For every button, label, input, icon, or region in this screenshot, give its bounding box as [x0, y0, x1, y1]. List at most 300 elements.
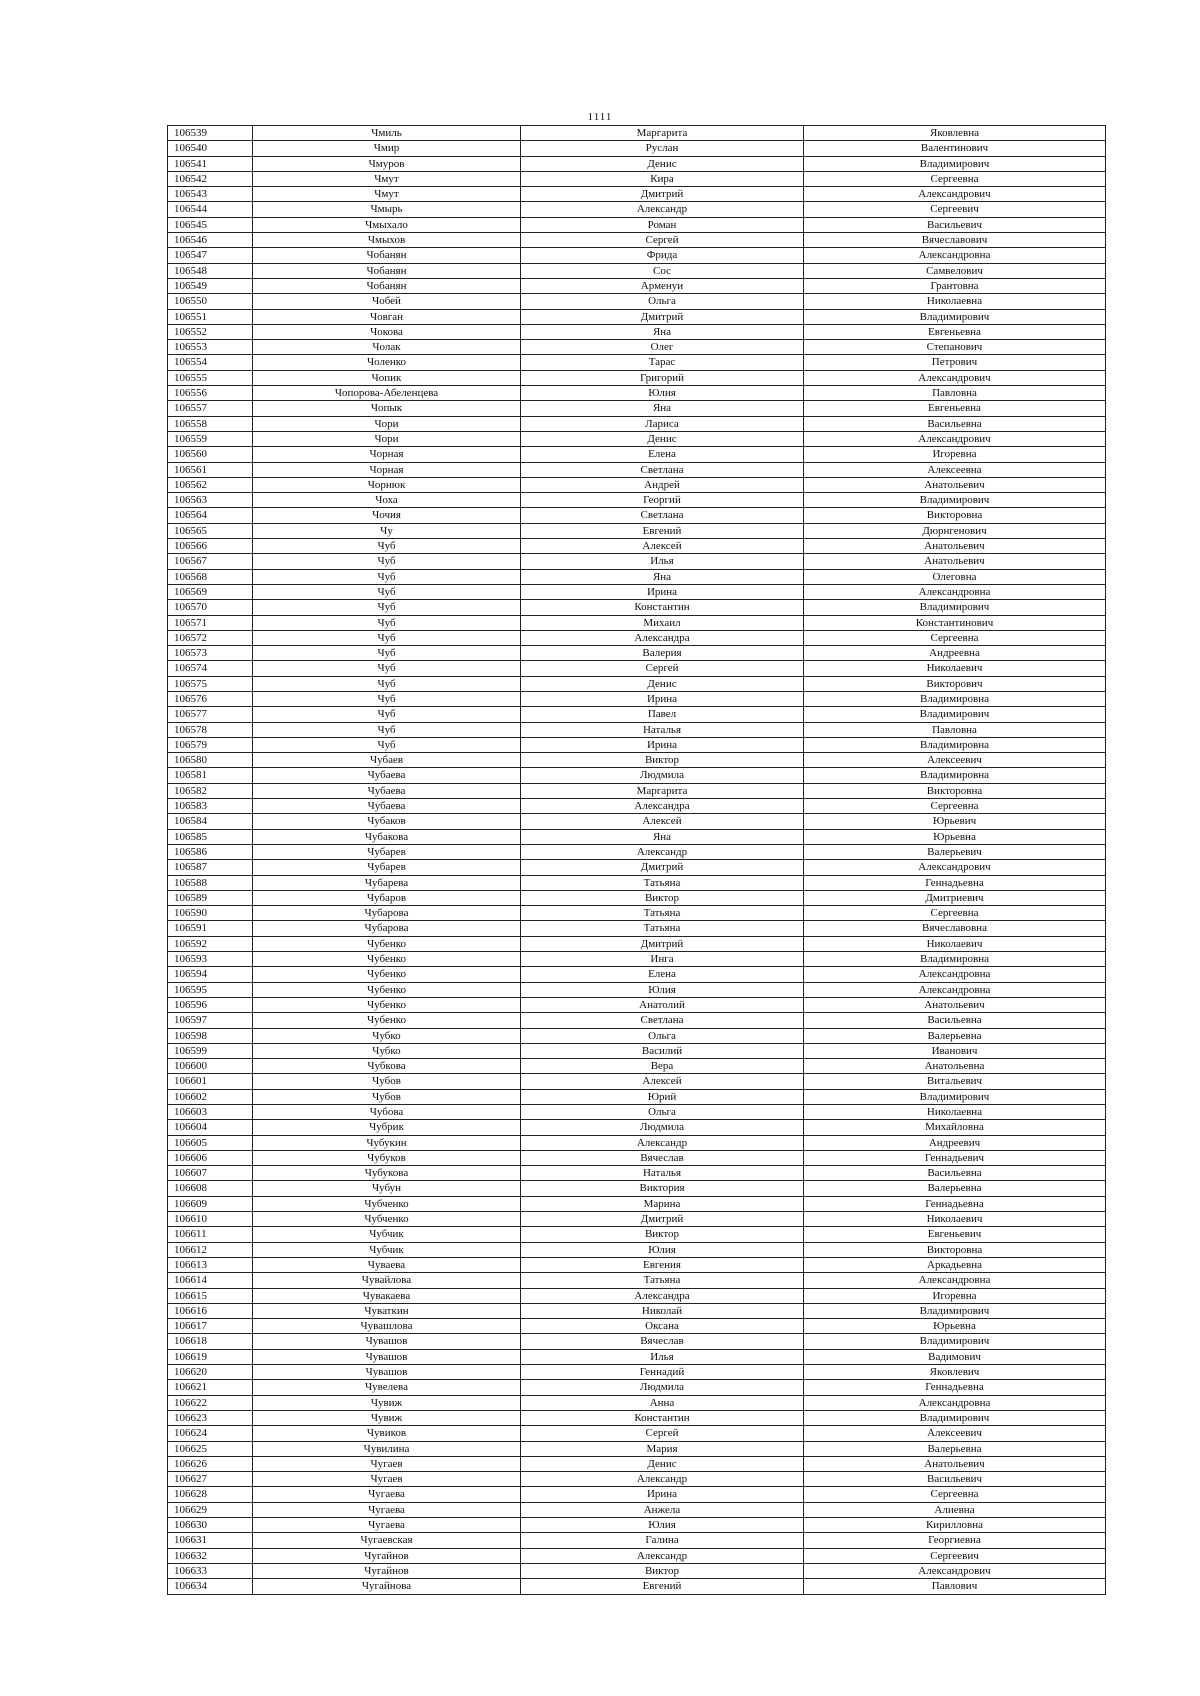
patronymic-cell: Александровна [804, 584, 1106, 599]
patronymic-cell: Игоревна [804, 447, 1106, 462]
surname-cell: Чувакаева [253, 1288, 521, 1303]
surname-cell: Чуб [253, 661, 521, 676]
patronymic-cell: Сергеевич [804, 1548, 1106, 1563]
patronymic-cell: Александровна [804, 1395, 1106, 1410]
record-number-cell: 106593 [168, 952, 253, 967]
surname-cell: Чугаева [253, 1502, 521, 1517]
surname-cell: Чугаев [253, 1456, 521, 1471]
table-row [168, 233, 1106, 248]
patronymic-cell: Викторовна [804, 1242, 1106, 1257]
patronymic-cell: Николаевна [804, 294, 1106, 309]
table-row [168, 1196, 1106, 1211]
table-row [168, 539, 1106, 554]
record-number-cell: 106564 [168, 508, 253, 523]
record-number-cell: 106624 [168, 1426, 253, 1441]
first-name-cell: Наталья [521, 1166, 804, 1181]
patronymic-cell: Владимировна [804, 952, 1106, 967]
table-row [168, 126, 1106, 141]
table-row [168, 324, 1106, 339]
record-number-cell: 106567 [168, 554, 253, 569]
first-name-cell: Денис [521, 431, 804, 446]
patronymic-cell: Яковлевич [804, 1365, 1106, 1380]
surname-cell: Чмут [253, 187, 521, 202]
patronymic-cell: Евгеньевна [804, 401, 1106, 416]
first-name-cell: Светлана [521, 462, 804, 477]
table-row [168, 936, 1106, 951]
page-number: 1111 [587, 111, 613, 123]
first-name-cell: Татьяна [521, 906, 804, 921]
patronymic-cell: Сергеевна [804, 630, 1106, 645]
first-name-cell: Александра [521, 630, 804, 645]
patronymic-cell: Сергеевич [804, 202, 1106, 217]
first-name-cell: Денис [521, 156, 804, 171]
table-row [168, 1028, 1106, 1043]
record-number-cell: 106613 [168, 1257, 253, 1272]
table-row [168, 1074, 1106, 1089]
surname-cell: Чубченко [253, 1212, 521, 1227]
patronymic-cell: Аркадьевна [804, 1257, 1106, 1272]
patronymic-cell: Васильевич [804, 1472, 1106, 1487]
record-number-cell: 106601 [168, 1074, 253, 1089]
patronymic-cell: Алексеевич [804, 1426, 1106, 1441]
patronymic-cell: Александровна [804, 982, 1106, 997]
table-row [168, 600, 1106, 615]
record-number-cell: 106572 [168, 630, 253, 645]
table-row [168, 355, 1106, 370]
surname-cell: Чубун [253, 1181, 521, 1196]
patronymic-cell: Алексеевич [804, 753, 1106, 768]
surname-cell: Чуб [253, 615, 521, 630]
surname-cell: Чуб [253, 707, 521, 722]
patronymic-cell: Владимирович [804, 156, 1106, 171]
record-number-cell: 106568 [168, 569, 253, 584]
record-number-cell: 106548 [168, 263, 253, 278]
first-name-cell: Елена [521, 447, 804, 462]
surname-cell: Чубко [253, 1043, 521, 1058]
first-name-cell: Денис [521, 1456, 804, 1471]
record-number-cell: 106628 [168, 1487, 253, 1502]
table-row [168, 1563, 1106, 1578]
record-number-cell: 106571 [168, 615, 253, 630]
patronymic-cell: Юрьевна [804, 829, 1106, 844]
table-row [168, 1319, 1106, 1334]
patronymic-cell: Владимирович [804, 1089, 1106, 1104]
first-name-cell: Ирина [521, 691, 804, 706]
table-row [168, 1410, 1106, 1425]
table-row [168, 952, 1106, 967]
table-row [168, 1334, 1106, 1349]
first-name-cell: Андрей [521, 477, 804, 492]
first-name-cell: Вячеслав [521, 1334, 804, 1349]
record-number-cell: 106549 [168, 278, 253, 293]
table-row [168, 691, 1106, 706]
record-number-cell: 106544 [168, 202, 253, 217]
record-number-cell: 106621 [168, 1380, 253, 1395]
patronymic-cell: Степанович [804, 340, 1106, 355]
surname-cell: Чопык [253, 401, 521, 416]
patronymic-cell: Юрьевна [804, 1319, 1106, 1334]
record-number-cell: 106554 [168, 355, 253, 370]
first-name-cell: Татьяна [521, 875, 804, 890]
table-row [168, 1273, 1106, 1288]
surname-cell: Чокова [253, 324, 521, 339]
patronymic-cell: Анатольевич [804, 554, 1106, 569]
patronymic-cell: Анатольевич [804, 997, 1106, 1012]
table-row [168, 187, 1106, 202]
first-name-cell: Алексей [521, 814, 804, 829]
record-number-cell: 106560 [168, 447, 253, 462]
table-row [168, 248, 1106, 263]
record-number-cell: 106581 [168, 768, 253, 783]
first-name-cell: Олег [521, 340, 804, 355]
patronymic-cell: Яковлевна [804, 126, 1106, 141]
surname-cell: Чубенко [253, 997, 521, 1012]
patronymic-cell: Евгеньевна [804, 324, 1106, 339]
table-row [168, 1441, 1106, 1456]
table-row [168, 1288, 1106, 1303]
surname-cell: Чугаев [253, 1472, 521, 1487]
surname-cell: Чубукова [253, 1166, 521, 1181]
record-number-cell: 106634 [168, 1579, 253, 1594]
first-name-cell: Вера [521, 1059, 804, 1074]
record-number-cell: 106618 [168, 1334, 253, 1349]
record-number-cell: 106631 [168, 1533, 253, 1548]
patronymic-cell: Георгиевна [804, 1533, 1106, 1548]
table-row [168, 921, 1106, 936]
surname-cell: Чуваткин [253, 1303, 521, 1318]
patronymic-cell: Анатольевич [804, 1456, 1106, 1471]
patronymic-cell: Николаевич [804, 661, 1106, 676]
surname-cell: Чу [253, 523, 521, 538]
record-number-cell: 106589 [168, 890, 253, 905]
table-row [168, 1257, 1106, 1272]
first-name-cell: Георгий [521, 493, 804, 508]
patronymic-cell: Витальевич [804, 1074, 1106, 1089]
surname-cell: Чопорова-Абеленцева [253, 386, 521, 401]
surname-cell: Чубарова [253, 921, 521, 936]
surname-cell: Чобанян [253, 248, 521, 263]
patronymic-cell: Николаевич [804, 1212, 1106, 1227]
record-number-cell: 106577 [168, 707, 253, 722]
record-number-cell: 106585 [168, 829, 253, 844]
patronymic-cell: Александровна [804, 1273, 1106, 1288]
surname-cell: Чолак [253, 340, 521, 355]
first-name-cell: Сергей [521, 233, 804, 248]
patronymic-cell: Владимировна [804, 737, 1106, 752]
patronymic-cell: Константинович [804, 615, 1106, 630]
table-row [168, 263, 1106, 278]
patronymic-cell: Геннадьевич [804, 1150, 1106, 1165]
surname-cell: Чувилина [253, 1441, 521, 1456]
record-number-cell: 106573 [168, 646, 253, 661]
record-number-cell: 106604 [168, 1120, 253, 1135]
patronymic-cell: Павловна [804, 386, 1106, 401]
first-name-cell: Дмитрий [521, 1212, 804, 1227]
first-name-cell: Ольга [521, 1028, 804, 1043]
surname-cell: Чубаева [253, 799, 521, 814]
surname-cell: Чуб [253, 600, 521, 615]
patronymic-cell: Валерьевна [804, 1028, 1106, 1043]
table-row [168, 508, 1106, 523]
record-number-cell: 106587 [168, 860, 253, 875]
record-number-cell: 106622 [168, 1395, 253, 1410]
surname-cell: Чуб [253, 554, 521, 569]
table-row [168, 309, 1106, 324]
record-number-cell: 106617 [168, 1319, 253, 1334]
record-number-cell: 106596 [168, 997, 253, 1012]
table-row [168, 1242, 1106, 1257]
first-name-cell: Геннадий [521, 1365, 804, 1380]
record-number-cell: 106574 [168, 661, 253, 676]
table-row [168, 340, 1106, 355]
first-name-cell: Анжела [521, 1502, 804, 1517]
table-row [168, 676, 1106, 691]
table-row [168, 997, 1106, 1012]
table-row [168, 1502, 1106, 1517]
surname-cell: Чубчик [253, 1227, 521, 1242]
surname-cell: Чубарев [253, 860, 521, 875]
first-name-cell: Юлия [521, 386, 804, 401]
first-name-cell: Юрий [521, 1089, 804, 1104]
patronymic-cell: Алексеевна [804, 462, 1106, 477]
first-name-cell: Яна [521, 324, 804, 339]
patronymic-cell: Сергеевна [804, 171, 1106, 186]
patronymic-cell: Павлович [804, 1579, 1106, 1594]
first-name-cell: Александра [521, 799, 804, 814]
first-name-cell: Маргарита [521, 783, 804, 798]
record-number-cell: 106586 [168, 844, 253, 859]
surname-cell: Чугаевская [253, 1533, 521, 1548]
surname-cell: Чугаева [253, 1518, 521, 1533]
record-number-cell: 106632 [168, 1548, 253, 1563]
patronymic-cell: Васильевна [804, 416, 1106, 431]
surname-cell: Чубаев [253, 753, 521, 768]
first-name-cell: Оксана [521, 1319, 804, 1334]
patronymic-cell: Вячеславовна [804, 921, 1106, 936]
surname-cell: Чувашов [253, 1334, 521, 1349]
first-name-cell: Людмила [521, 1120, 804, 1135]
surname-cell: Чмуров [253, 156, 521, 171]
table-row [168, 584, 1106, 599]
first-name-cell: Тарас [521, 355, 804, 370]
table-row [168, 1380, 1106, 1395]
record-number-cell: 106580 [168, 753, 253, 768]
first-name-cell: Дмитрий [521, 309, 804, 324]
first-name-cell: Виктор [521, 1227, 804, 1242]
first-name-cell: Александр [521, 202, 804, 217]
first-name-cell: Юлия [521, 1242, 804, 1257]
patronymic-cell: Андреевич [804, 1135, 1106, 1150]
first-name-cell: Вячеслав [521, 1150, 804, 1165]
first-name-cell: Сос [521, 263, 804, 278]
patronymic-cell: Алиевна [804, 1502, 1106, 1517]
surname-cell: Чорнюк [253, 477, 521, 492]
patronymic-cell: Викторовна [804, 783, 1106, 798]
surname-cell: Чуб [253, 569, 521, 584]
surname-cell: Чори [253, 416, 521, 431]
table-row [168, 860, 1106, 875]
surname-cell: Чоха [253, 493, 521, 508]
patronymic-cell: Кирилловна [804, 1518, 1106, 1533]
table-row [168, 1548, 1106, 1563]
record-number-cell: 106608 [168, 1181, 253, 1196]
first-name-cell: Светлана [521, 508, 804, 523]
record-number-cell: 106599 [168, 1043, 253, 1058]
surname-cell: Чмыхало [253, 217, 521, 232]
table-row [168, 783, 1106, 798]
table-row [168, 416, 1106, 431]
first-name-cell: Евгения [521, 1257, 804, 1272]
first-name-cell: Александр [521, 1135, 804, 1150]
first-name-cell: Арменуи [521, 278, 804, 293]
table-row [168, 431, 1106, 446]
record-number-cell: 106588 [168, 875, 253, 890]
surname-cell: Чубова [253, 1105, 521, 1120]
surname-cell: Чуб [253, 630, 521, 645]
record-number-cell: 106603 [168, 1105, 253, 1120]
table-row [168, 1579, 1106, 1594]
first-name-cell: Александра [521, 1288, 804, 1303]
patronymic-cell: Васильевна [804, 1166, 1106, 1181]
record-number-cell: 106627 [168, 1472, 253, 1487]
surname-cell: Чубчик [253, 1242, 521, 1257]
first-name-cell: Татьяна [521, 921, 804, 936]
record-number-cell: 106629 [168, 1502, 253, 1517]
first-name-cell: Татьяна [521, 1273, 804, 1288]
first-name-cell: Мария [521, 1441, 804, 1456]
patronymic-cell: Грантовна [804, 278, 1106, 293]
table-row [168, 493, 1106, 508]
surname-cell: Чувиж [253, 1395, 521, 1410]
record-number-cell: 106558 [168, 416, 253, 431]
record-number-cell: 106562 [168, 477, 253, 492]
table-row [168, 982, 1106, 997]
patronymic-cell: Александрович [804, 370, 1106, 385]
patronymic-cell: Сергеевна [804, 799, 1106, 814]
table-row [168, 890, 1106, 905]
record-number-cell: 106592 [168, 936, 253, 951]
record-number-cell: 106569 [168, 584, 253, 599]
first-name-cell: Виктор [521, 1563, 804, 1578]
surname-cell: Чори [253, 431, 521, 446]
surname-cell: Чубенко [253, 982, 521, 997]
patronymic-cell: Анатольевич [804, 539, 1106, 554]
surname-cell: Чуваева [253, 1257, 521, 1272]
record-number-cell: 106626 [168, 1456, 253, 1471]
first-name-cell: Николай [521, 1303, 804, 1318]
surname-cell: Чуб [253, 646, 521, 661]
first-name-cell: Маргарита [521, 126, 804, 141]
first-name-cell: Елена [521, 967, 804, 982]
first-name-cell: Светлана [521, 1013, 804, 1028]
table-row [168, 523, 1106, 538]
surname-cell: Чубаров [253, 890, 521, 905]
patronymic-cell: Вячеславович [804, 233, 1106, 248]
surname-cell: Чобанян [253, 278, 521, 293]
record-number-cell: 106594 [168, 967, 253, 982]
table-row [168, 1303, 1106, 1318]
patronymic-cell: Юрьевич [804, 814, 1106, 829]
record-number-cell: 106553 [168, 340, 253, 355]
patronymic-cell: Александровна [804, 967, 1106, 982]
table-row [168, 615, 1106, 630]
first-name-cell: Илья [521, 1349, 804, 1364]
record-number-cell: 106578 [168, 722, 253, 737]
surname-cell: Чубаков [253, 814, 521, 829]
record-number-cell: 106555 [168, 370, 253, 385]
surname-cell: Чубкова [253, 1059, 521, 1074]
surname-cell: Чмыхов [253, 233, 521, 248]
surname-cell: Чубко [253, 1028, 521, 1043]
surname-cell: Чубаева [253, 783, 521, 798]
first-name-cell: Евгений [521, 523, 804, 538]
table-row [168, 1365, 1106, 1380]
first-name-cell: Ольга [521, 1105, 804, 1120]
first-name-cell: Валерия [521, 646, 804, 661]
surname-cell: Чмут [253, 171, 521, 186]
table-row [168, 875, 1106, 890]
surname-cell: Чуб [253, 584, 521, 599]
patronymic-cell: Олеговна [804, 569, 1106, 584]
table-row [168, 844, 1106, 859]
table-row [168, 1166, 1106, 1181]
surname-cell: Чуб [253, 691, 521, 706]
record-number-cell: 106541 [168, 156, 253, 171]
table-row [168, 386, 1106, 401]
record-number-cell: 106614 [168, 1273, 253, 1288]
table-row [168, 278, 1106, 293]
first-name-cell: Яна [521, 569, 804, 584]
patronymic-cell: Васильевна [804, 1013, 1106, 1028]
table-row [168, 447, 1106, 462]
surname-cell: Чугайнова [253, 1579, 521, 1594]
record-number-cell: 106546 [168, 233, 253, 248]
table-row [168, 1135, 1106, 1150]
record-number-cell: 106625 [168, 1441, 253, 1456]
table-row [168, 737, 1106, 752]
record-number-cell: 106551 [168, 309, 253, 324]
first-name-cell: Юлия [521, 1518, 804, 1533]
first-name-cell: Денис [521, 676, 804, 691]
first-name-cell: Дмитрий [521, 860, 804, 875]
table-row [168, 814, 1106, 829]
surname-cell: Чоленко [253, 355, 521, 370]
record-number-cell: 106606 [168, 1150, 253, 1165]
table-row [168, 1533, 1106, 1548]
surname-cell: Чугайнов [253, 1563, 521, 1578]
first-name-cell: Василий [521, 1043, 804, 1058]
table-row [168, 1059, 1106, 1074]
patronymic-cell: Геннадьевна [804, 1380, 1106, 1395]
first-name-cell: Наталья [521, 722, 804, 737]
patronymic-cell: Валерьевна [804, 1441, 1106, 1456]
record-number-cell: 106582 [168, 783, 253, 798]
patronymic-cell: Владимирович [804, 1303, 1106, 1318]
surname-cell: Чубов [253, 1074, 521, 1089]
record-number-cell: 106583 [168, 799, 253, 814]
surname-cell: Чуб [253, 539, 521, 554]
patronymic-cell: Игоревна [804, 1288, 1106, 1303]
surname-cell: Чубаева [253, 768, 521, 783]
surname-cell: Чубарова [253, 906, 521, 921]
first-name-cell: Александр [521, 844, 804, 859]
first-name-cell: Константин [521, 1410, 804, 1425]
surname-cell: Чорная [253, 462, 521, 477]
record-number-cell: 106602 [168, 1089, 253, 1104]
table-row [168, 707, 1106, 722]
patronymic-cell: Валерьевна [804, 1181, 1106, 1196]
table-row [168, 1472, 1106, 1487]
